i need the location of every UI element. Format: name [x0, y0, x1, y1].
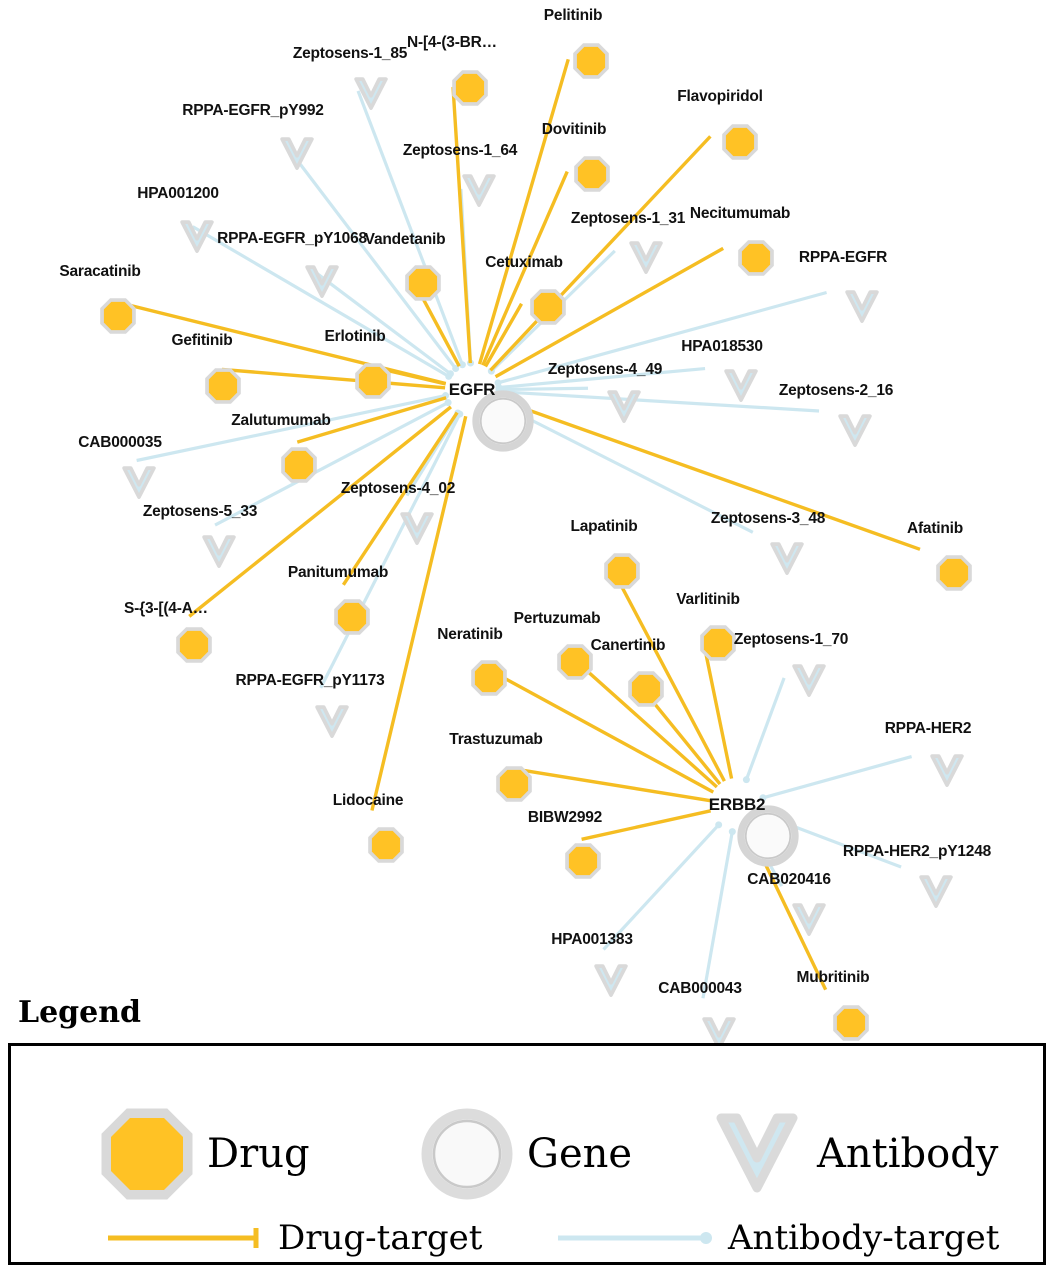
node-label: Zalutumumab	[231, 412, 331, 429]
node-label: Canertinib	[590, 637, 666, 654]
node-label: Zeptosens-5_33	[142, 503, 258, 520]
edge-endpoint	[445, 399, 452, 406]
edge	[453, 87, 470, 363]
legend-item-antibody-target	[556, 1218, 999, 1258]
blue-line-icon	[556, 1225, 716, 1251]
node-label: Flavopiridol	[677, 88, 763, 105]
node-label: Zeptosens-3_48	[710, 510, 826, 527]
node-label: Dovitinib	[541, 121, 607, 138]
edge-endpoint	[743, 776, 750, 783]
node-label: N-[4-(3-BR…	[407, 34, 497, 51]
node-label: S-{3-[(4-A…	[124, 600, 208, 617]
node-label: Mubritinib	[796, 969, 870, 986]
node-label: Gefitinib	[171, 332, 233, 349]
node-label: Afatinib	[906, 520, 964, 537]
edge	[499, 392, 819, 411]
legend-label-drug: Drug	[207, 1131, 310, 1177]
legend-item-drug-target	[106, 1218, 482, 1258]
node-label: CAB020416	[747, 871, 831, 888]
node-label: ERBB2	[708, 795, 766, 814]
legend-item-antibody	[711, 1108, 998, 1200]
edge	[746, 678, 784, 780]
node-label: Zeptosens-1_64	[402, 142, 518, 159]
node-label: Pelitinib	[543, 7, 603, 24]
node-label: RPPA-HER2	[884, 720, 972, 737]
node-label: RPPA-EGFR	[798, 249, 888, 266]
edge	[763, 757, 912, 798]
node-label: Zeptosens-4_02	[340, 480, 456, 497]
gene-circle-icon	[421, 1108, 513, 1200]
edge	[703, 832, 732, 999]
legend-label-gene: Gene	[527, 1131, 633, 1177]
edge-endpoint	[729, 828, 736, 835]
node-label: Varlitinib	[676, 591, 740, 608]
legend-label-antibody-target: Antibody-target	[728, 1218, 1000, 1258]
node-label: Erlotinib	[324, 328, 386, 345]
node-label: Zeptosens-1_70	[733, 631, 849, 648]
node-label: RPPA-EGFR_pY1068	[217, 230, 367, 247]
edge	[358, 91, 462, 365]
drug-octagon-icon	[101, 1108, 193, 1200]
node-label: CAB000035	[78, 434, 162, 451]
antibody-chevron-icon	[711, 1108, 803, 1200]
node-label: HPA001200	[137, 185, 219, 202]
legend-item-drug	[101, 1108, 310, 1200]
legend-box	[8, 1043, 1046, 1265]
node-label: Vandetanib	[364, 231, 446, 248]
node-label: RPPA-EGFR_pY992	[182, 102, 324, 119]
node-label: BIBW2992	[527, 809, 603, 826]
node-label: Zeptosens-4_49	[547, 361, 663, 378]
legend-label-antibody: Antibody	[817, 1131, 999, 1177]
legend-label-drug-target: Drug-target	[278, 1218, 483, 1258]
node-label: HPA018530	[681, 338, 763, 355]
edge-endpoint	[447, 370, 454, 377]
node-label: Trastuzumab	[449, 731, 543, 748]
node-label: Zeptosens-1_85	[292, 45, 408, 62]
node-label: Cetuximab	[485, 254, 563, 271]
node-label: Necitumumab	[689, 205, 791, 222]
edge-endpoint	[715, 821, 722, 828]
legend-title: Legend	[18, 995, 142, 1030]
node-label: Panitumumab	[287, 564, 389, 581]
legend-item-gene	[421, 1108, 632, 1200]
node-label: RPPA-HER2_pY1248	[842, 843, 992, 860]
node-label: Neratinib	[437, 626, 503, 643]
node-label: Saracatinib	[59, 263, 141, 280]
node-label: EGFR	[448, 380, 496, 399]
node-label: HPA001383	[551, 931, 633, 948]
node-label: Lapatinib	[570, 518, 638, 535]
edge	[340, 413, 457, 585]
node-label: Zeptosens-2_16	[778, 382, 894, 399]
node-label: Lidocaine	[332, 792, 404, 809]
node-label: Zeptosens-1_31	[570, 210, 686, 227]
edge	[222, 369, 445, 387]
edge	[703, 642, 731, 779]
node-label: CAB000043	[658, 980, 742, 997]
orange-line-icon	[106, 1225, 266, 1251]
node-label: Pertuzumab	[513, 610, 601, 627]
node-label: RPPA-EGFR_pY1173	[235, 672, 385, 689]
